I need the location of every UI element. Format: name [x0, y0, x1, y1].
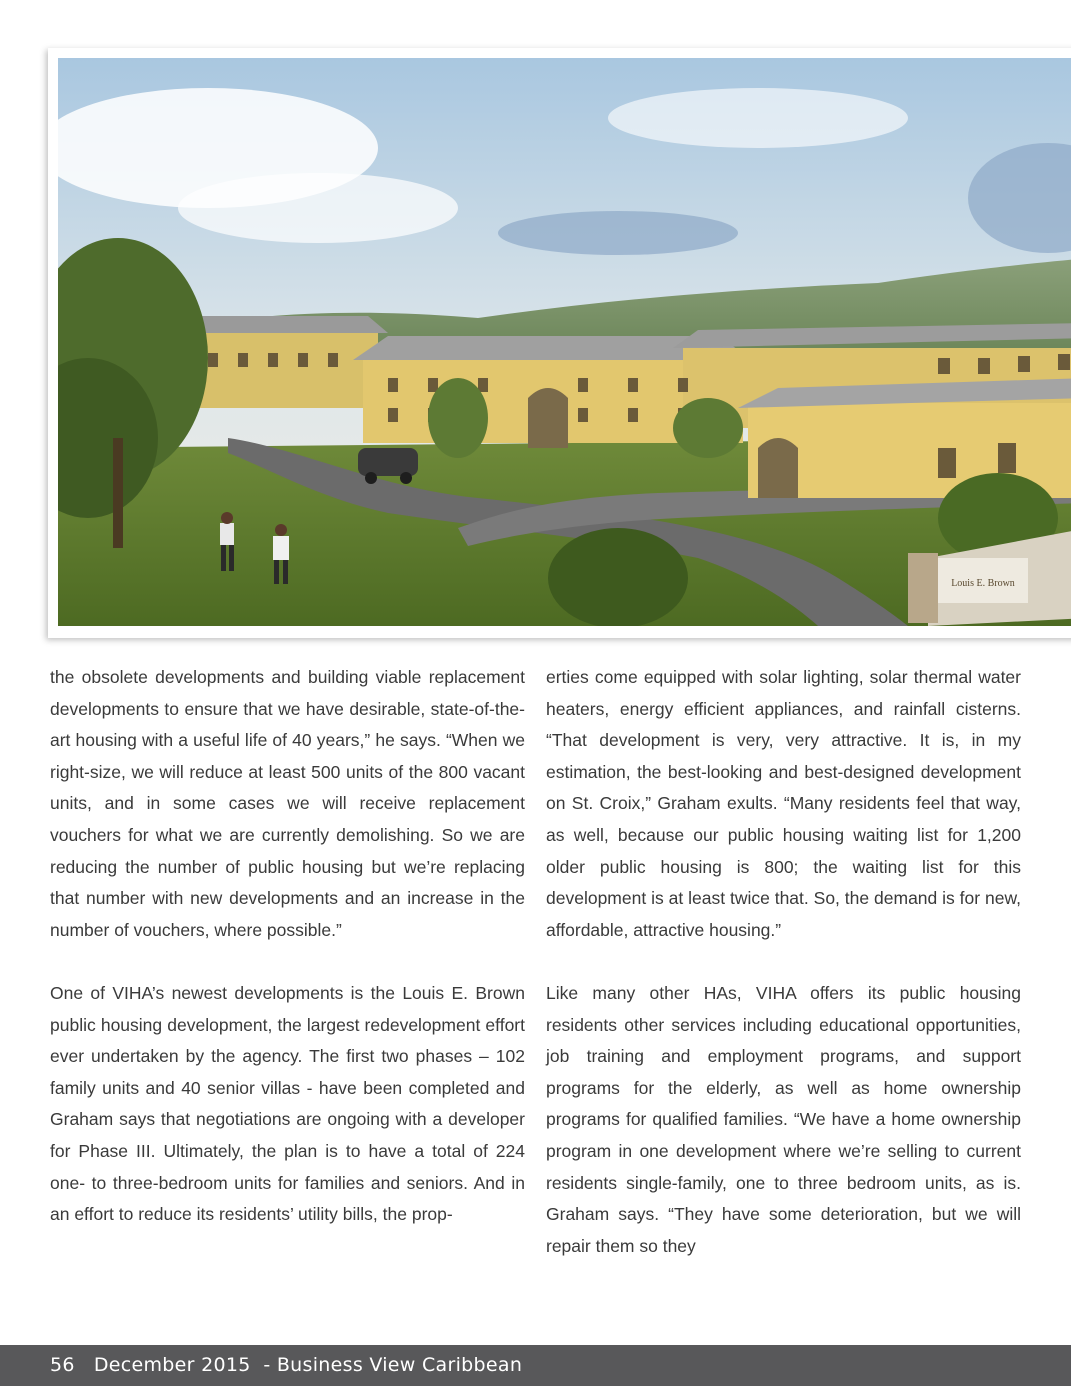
- rendering-illustration: [58, 58, 1071, 626]
- entrance-sign-text: Louis E. Brown: [951, 578, 1015, 589]
- left-paragraph-2: One of VIHA’s newest developments is the Louis E. Brown public housing development, the largest redevelopment effort ever undertaken by the agency. The first two phases – 102 family units and 40 senior villas - have been completed and Graham says that negotiations are ongoing with a developer for Phase III. Ultimately, the plan is to have a total of 224 one- to three-bedroom units for families and seniors. And in an effort to reduce its residents’ utility bills, the prop-: [50, 982, 525, 1225]
- right-paragraph-1: erties come equipped with solar lighting, solar thermal water heaters, energy efficient appliances, and rainfall cisterns. “That development is very, very attractive. It is, in my estimation, the best-looking and best-designed development on St. Croix,” Graham exults. “Many residents feel that way, as well, because our public housing waiting list for 1,200 older public housing is 800; the waiting list for this development is at least twice that. So, the demand is for new, affordable, attractive housing.”: [546, 667, 1021, 940]
- right-paragraph-2: Like many other HAs, VIHA offers its public housing residents other services including educational opportunities, job training and employment programs, and support programs for the elderly, as well as home ownership programs for qualified families. “We have a home ownership program in one development where we’re selling to current residents single-family, one to three bedroom units, as is. Graham says. “They have some deterioration, but we will repair them so they: [546, 982, 1021, 1256]
- right-column: [546, 662, 1021, 1294]
- page-number: 56: [50, 1354, 75, 1376]
- footer-separator: -: [263, 1354, 271, 1376]
- page-footer: [0, 1345, 1071, 1386]
- publication-name: Business View Caribbean: [276, 1354, 523, 1376]
- left-column: [50, 662, 525, 1262]
- development-rendering-image: [58, 58, 1071, 626]
- photo-frame: [48, 48, 1071, 638]
- issue-date: December 2015: [93, 1354, 251, 1376]
- left-paragraph-1: the obsolete developments and building viable replacement developments to ensure that we have desirable, state-of-the-art housing with a useful life of 40 years,” he says. “When we right-size, we will reduce at least 500 units of the 800 vacant units, and in some cases we will receive replacement vouchers for what we are currently demolishing. So we are reducing the number of public housing but we’re replacing that number with new developments and an increase in the number of vouchers, where possible.”: [50, 667, 525, 940]
- footer-text: [50, 1354, 522, 1376]
